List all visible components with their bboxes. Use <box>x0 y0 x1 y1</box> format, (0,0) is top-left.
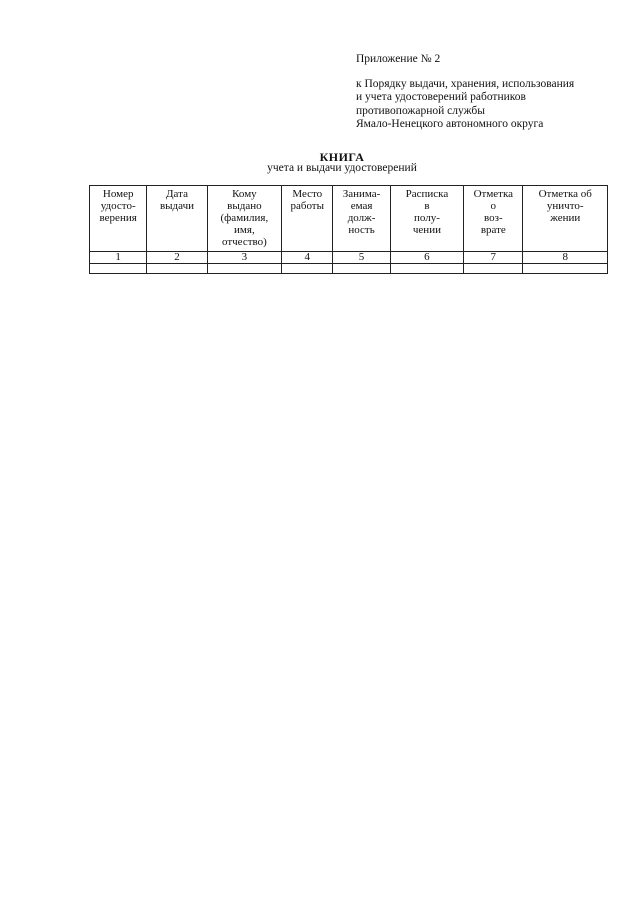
appendix-line: противопожарной службы <box>356 104 485 117</box>
column-number: 6 <box>390 252 463 264</box>
appendix-header <box>356 53 574 132</box>
empty-cell <box>90 264 147 274</box>
column-header-receipt-signature: Расписка в полу- чении <box>390 186 463 252</box>
table-header-row <box>90 186 608 252</box>
column-number: 1 <box>90 252 147 264</box>
column-number: 7 <box>464 252 523 264</box>
empty-cell <box>333 264 390 274</box>
column-header-issued-to: Кому выдано (фамилия, имя, отчество) <box>207 186 281 252</box>
registry-table <box>89 185 608 274</box>
column-number: 3 <box>207 252 281 264</box>
column-number: 5 <box>333 252 390 264</box>
appendix-line: Ямало-Ненецкого автономного округа <box>356 118 544 130</box>
column-header-issue-date: Дата выдачи <box>147 186 207 252</box>
empty-cell <box>207 264 281 274</box>
column-header-return-mark: Отметка о воз- врате <box>464 186 523 252</box>
column-number: 8 <box>523 252 608 264</box>
empty-entry-row <box>90 264 608 274</box>
appendix-number: Приложение № 2 <box>356 53 441 65</box>
appendix-line: и учета удостоверений работников <box>356 91 526 103</box>
column-header-position: Занима- емая долж- ность <box>333 186 390 252</box>
column-number: 4 <box>282 252 333 264</box>
document-subtitle: учета и выдачи удостоверений <box>267 162 417 174</box>
column-number: 2 <box>147 252 207 264</box>
column-header-destruction-mark: Отметка об уничто- жении <box>523 186 608 252</box>
column-header-workplace: Место работы <box>282 186 333 252</box>
appendix-line: к Порядку выдачи, хранения, использования <box>356 77 575 90</box>
empty-cell <box>464 264 523 274</box>
document-title: КНИГА <box>319 150 365 164</box>
empty-cell <box>523 264 608 274</box>
column-header-certificate-number: Номер удосто- верения <box>90 186 147 252</box>
empty-cell <box>282 264 333 274</box>
empty-cell <box>147 264 207 274</box>
empty-cell <box>390 264 463 274</box>
column-number-row <box>90 252 608 264</box>
